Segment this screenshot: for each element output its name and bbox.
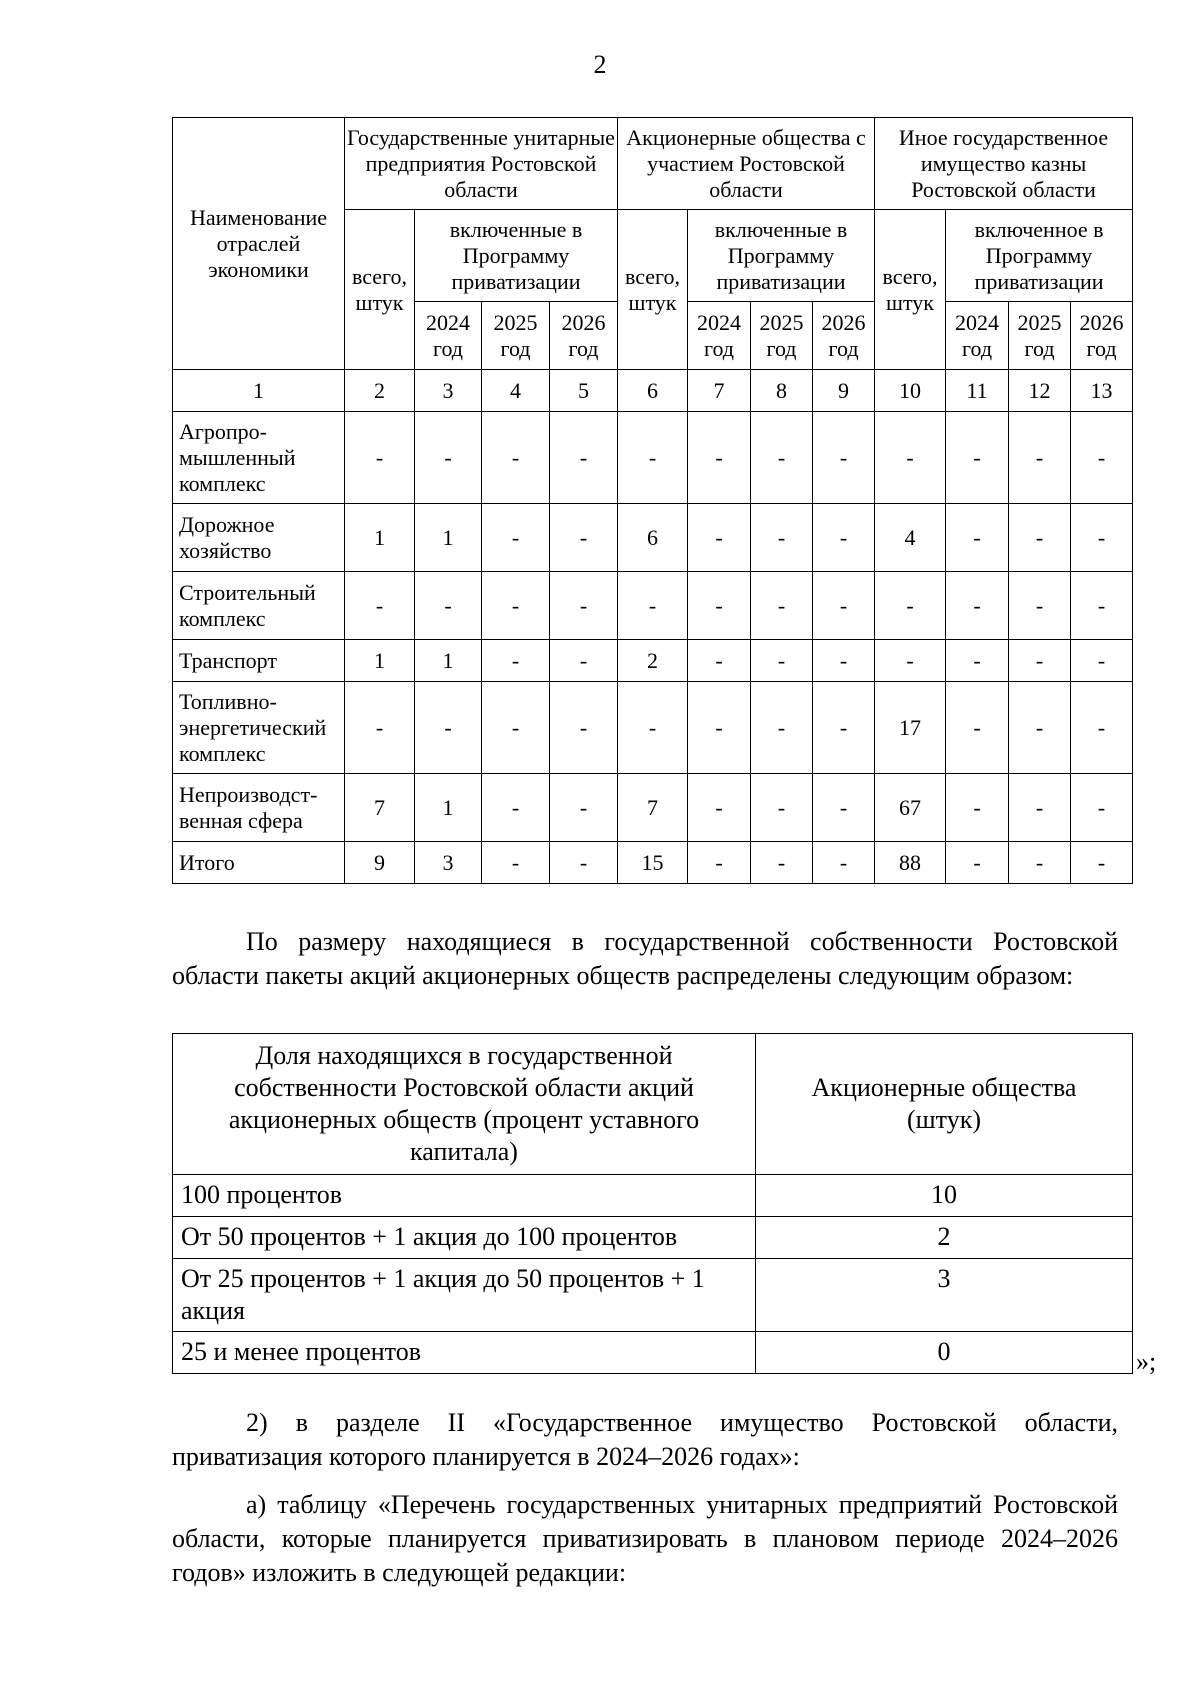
table-cell: - (482, 682, 550, 774)
table-cell: - (1009, 412, 1071, 504)
table-cell: - (946, 774, 1009, 842)
table-cell: - (1071, 504, 1133, 572)
sector-name: Топливно-энергетический комплекс (173, 682, 345, 774)
table-cell: - (1071, 774, 1133, 842)
header-year: 2026 год (1071, 302, 1133, 370)
table-cell: - (1071, 682, 1133, 774)
table-cell: - (415, 412, 482, 504)
table-cell: - (688, 842, 751, 884)
table-cell: - (482, 842, 550, 884)
sector-name: Строительный комплекс (173, 572, 345, 640)
paragraph-shares-intro: По размеру находящиеся в государственной собственности Ростовской области пакеты акций акционерных обществ распределены следующим образом: (172, 927, 1118, 990)
share-range-label: От 50 процентов + 1 акция до 100 процентов (173, 1217, 756, 1259)
table-cell: 88 (875, 842, 946, 884)
table-row (173, 1175, 1133, 1217)
closing-quote: »; (1136, 1347, 1157, 1376)
table-cell: - (1071, 640, 1133, 682)
header-group-other-property: Иное государственное имущество казны Ростовской области (875, 118, 1133, 210)
header-total: всего, штук (345, 210, 415, 370)
table-cell: 3 (415, 842, 482, 884)
header-share-percent: Доля находящихся в государственной собственности Ростовской области акций акционерных обществ (процент уставного капитала) (173, 1034, 756, 1175)
table-cell: 15 (618, 842, 688, 884)
header-year: 2024 год (946, 302, 1009, 370)
table-cell: - (875, 640, 946, 682)
shares-table (172, 1033, 1133, 1374)
column-number: 11 (946, 370, 1009, 412)
table-cell: 1 (415, 774, 482, 842)
table-cell: - (946, 640, 1009, 682)
table-cell: - (1071, 412, 1133, 504)
table-cell: 67 (875, 774, 946, 842)
table-cell: 9 (345, 842, 415, 884)
table-cell: 1 (345, 640, 415, 682)
table-cell: - (946, 682, 1009, 774)
table-cell: - (751, 774, 813, 842)
share-range-label: От 25 процентов + 1 акция до 50 процентов + 1 акция (173, 1259, 756, 1332)
table-cell: - (813, 842, 875, 884)
table-cell: - (813, 682, 875, 774)
table-cell: - (1009, 842, 1071, 884)
header-year: 2024 год (688, 302, 751, 370)
table-cell: - (550, 842, 618, 884)
table-row (173, 412, 1133, 504)
table-cell: - (1009, 682, 1071, 774)
table-cell: - (1009, 504, 1071, 572)
page-number: 2 (593, 50, 607, 79)
table-cell: - (688, 572, 751, 640)
table-cell: - (688, 774, 751, 842)
column-number: 12 (1009, 370, 1071, 412)
header-total: всего, штук (875, 210, 946, 370)
share-range-label: 25 и менее процентов (173, 1332, 756, 1374)
sector-name: Транспорт (173, 640, 345, 682)
table-cell: - (688, 682, 751, 774)
column-number: 13 (1071, 370, 1133, 412)
header-year: 2025 год (1009, 302, 1071, 370)
table-cell: - (345, 682, 415, 774)
table-cell: - (550, 504, 618, 572)
table-cell: - (751, 504, 813, 572)
table-cell: - (688, 504, 751, 572)
sector-name: Дорожное хозяйство (173, 504, 345, 572)
table-cell: - (688, 640, 751, 682)
header-included: включенные в Программу приватизации (688, 210, 875, 302)
company-count-value: 3 (756, 1259, 1133, 1332)
table-row (173, 640, 1133, 682)
sector-name: Агропро-мышленный комплекс (173, 412, 345, 504)
header-year: 2026 год (550, 302, 618, 370)
paragraph-section-ii: 2) в разделе II «Государственное имущество Ростовской области, приватизация которого планируется в 2024–2026 годах»: (172, 1408, 1118, 1471)
table-cell: - (482, 504, 550, 572)
header-year: 2026 год (813, 302, 875, 370)
column-number: 3 (415, 370, 482, 412)
header-group-joint-stock: Акционерные общества с участием Ростовской области (618, 118, 875, 210)
column-number: 1 (173, 370, 345, 412)
table-cell: - (550, 774, 618, 842)
table-cell: - (875, 572, 946, 640)
table-row (173, 774, 1133, 842)
column-number: 10 (875, 370, 946, 412)
header-company-count: Акционерные общества (штук) (756, 1034, 1133, 1175)
table-cell: - (345, 572, 415, 640)
column-numbers-row (173, 370, 1133, 412)
table-cell: 1 (415, 640, 482, 682)
header-group-unitary: Государственные унитарные предприятия Ростовской области (345, 118, 618, 210)
table-cell: 4 (875, 504, 946, 572)
paragraph-table-replacement: а) таблицу «Перечень государственных унитарных предприятий Ростовской области, которые планируется приватизировать в плановом периоде 2024–2026 годов» изложить в следующей редакции: (172, 1490, 1118, 1587)
column-number: 7 (688, 370, 751, 412)
table-cell: - (946, 842, 1009, 884)
table-cell: - (482, 412, 550, 504)
column-number: 2 (345, 370, 415, 412)
table-cell: - (751, 572, 813, 640)
table-cell: - (1071, 572, 1133, 640)
table-cell: - (482, 572, 550, 640)
table-cell: - (813, 412, 875, 504)
header-year: 2025 год (751, 302, 813, 370)
sector-name: Итого (173, 842, 345, 884)
table-cell: 7 (345, 774, 415, 842)
table-cell: 2 (618, 640, 688, 682)
table-cell: - (875, 412, 946, 504)
table-cell: - (482, 640, 550, 682)
company-count-value: 0 (756, 1332, 1133, 1374)
share-range-label: 100 процентов (173, 1175, 756, 1217)
table-cell: - (813, 640, 875, 682)
table-cell: - (813, 504, 875, 572)
table-cell: - (751, 682, 813, 774)
header-year: 2025 год (482, 302, 550, 370)
table-cell: - (1009, 640, 1071, 682)
header-included: включенное в Программу приватизации (946, 210, 1133, 302)
table-cell: - (345, 412, 415, 504)
table-cell: 1 (415, 504, 482, 572)
header-included: включенные в Программу приватизации (415, 210, 618, 302)
header-year: 2024 год (415, 302, 482, 370)
sector-name: Непроизводст-венная сфера (173, 774, 345, 842)
table-cell: - (751, 842, 813, 884)
table-cell: - (415, 572, 482, 640)
column-number: 5 (550, 370, 618, 412)
sectors-table (172, 117, 1133, 884)
table-cell: - (550, 412, 618, 504)
company-count-value: 10 (756, 1175, 1133, 1217)
table-row (173, 1259, 1133, 1332)
table-row (173, 682, 1133, 774)
company-count-value: 2 (756, 1217, 1133, 1259)
table-row (173, 572, 1133, 640)
table-cell: - (618, 412, 688, 504)
table-cell: 17 (875, 682, 946, 774)
table-row (173, 504, 1133, 572)
table-row (173, 1332, 1133, 1374)
table-cell: - (482, 774, 550, 842)
header-total: всего, штук (618, 210, 688, 370)
table-cell: - (946, 572, 1009, 640)
table-cell: 7 (618, 774, 688, 842)
table-row (173, 1217, 1133, 1259)
column-number: 6 (618, 370, 688, 412)
table-cell: - (813, 774, 875, 842)
table-cell: - (550, 640, 618, 682)
table-cell: - (946, 504, 1009, 572)
table-cell: - (1009, 572, 1071, 640)
table-cell: - (618, 572, 688, 640)
table-cell: 6 (618, 504, 688, 572)
table-cell: - (618, 682, 688, 774)
column-number: 9 (813, 370, 875, 412)
table-cell: - (1009, 774, 1071, 842)
table-row (173, 842, 1133, 884)
table-cell: - (550, 572, 618, 640)
column-number: 4 (482, 370, 550, 412)
table-cell: - (946, 412, 1009, 504)
table-cell: - (550, 682, 618, 774)
table-cell: - (751, 412, 813, 504)
table-cell: - (688, 412, 751, 504)
table-cell: - (1071, 842, 1133, 884)
table-cell: - (415, 682, 482, 774)
header-sector-name: Наименование отраслей экономики (173, 118, 345, 370)
table-cell: - (813, 572, 875, 640)
table-cell: 1 (345, 504, 415, 572)
table-cell: - (751, 640, 813, 682)
column-number: 8 (751, 370, 813, 412)
